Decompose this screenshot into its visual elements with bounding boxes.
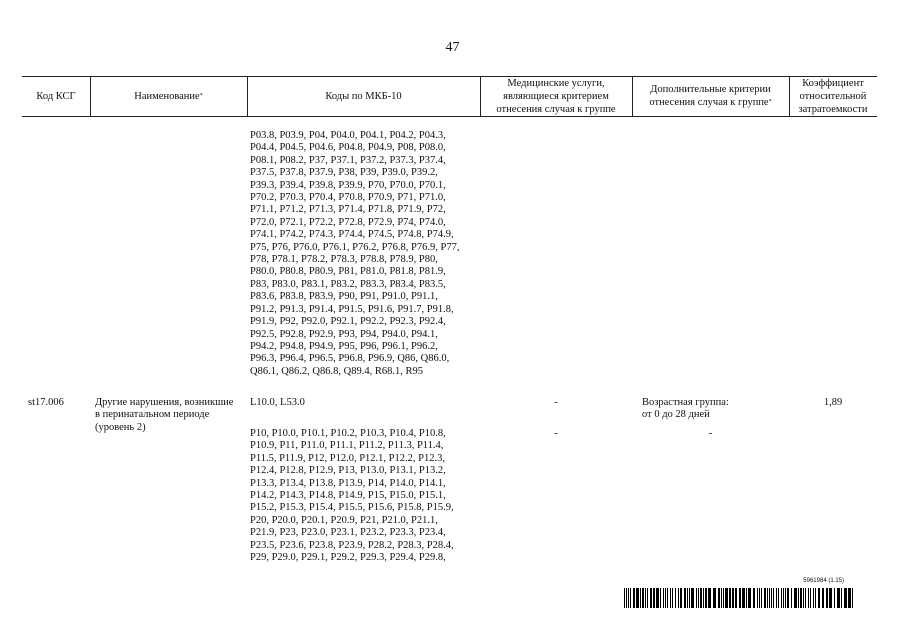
- barcode-bar: [650, 588, 652, 608]
- barcode-bar: [691, 588, 694, 608]
- barcode-bar: [636, 588, 639, 608]
- ksg-name: Другие нарушения, возникшие в перинатальном периоде (уровень 2): [95, 397, 234, 433]
- footnote-mark: *: [768, 99, 772, 105]
- barcode-bar: [703, 588, 704, 608]
- barcode-bar: [687, 588, 688, 608]
- mkb-codes-block2: P10, P10.0, P10.1, P10.2, P10.3, P10.4, P10.8, P10.9, P11, P11.0, P11.1, P11.2, P11.3, P11.4, P11.5, P11.9, P12, P12.0, P12.1, P12.2, P12.3, P12.4, P12.8, P12.9, P13, P13.0, P13.1, P13.2, P13.3, P13.4, P13.8, P13.9, P14, P14.0, P14.1, P14.2, P14.3, P14.8, P14.9, P15, P15.0, P15.1, P15.2, P15.3, P15.4, P15.5, P15.6, P15.8, P15.9, P20, P20.0, P20.1, P20.9, P21, P21.0, P21.1, P21.9, P23, P23.0, P23.1, P23.2, P23.3, P23.4, P23.5, P23.6, P23.8, P23.9, P28.2, P28.3, P28.4, P29, P29.0, P29.1, P29.2, P29.3, P29.4, P29.8,: [250, 428, 454, 564]
- barcode-bar: [748, 588, 751, 608]
- continued-mkb-codes: P03.8, P03.9, P04, P04.0, P04.1, P04.2, P04.3, P04.4, P04.5, P04.6, P04.8, P04.9, P08, P08.0, P08.1, P08.2, P37, P37.1, P37.2, P37.3, P37.4, P37.5, P37.8, P37.9, P38, P39, P39.0, P39.2, P39.3, P39.4, P39.8, P39.9, P70, P70.0, P70.1, P70.2, P70.3, P70.4, P70.8, P70.9, P71, P71.0, P71.1, P71.2, P71.3, P71.4, P71.8, P71.9, P72, P72.0, P72.1, P72.2, P72.8, P72.9, P74, P74.0, P74.1, P74.2, P74.3, P74.4, P74.5, P74.8, P74.9, P75, P76, P76.0, P76.1, P76.2, P76.8, P76.9, P77, P78, P78.1, P78.2, P78.3, P78.8, P78.9, P80, P80.0, P80.8, P80.9, P81, P81.0, P81.8, P81.9, P83, P83.0, P83.1, P83.2, P83.3, P83.4, P83.5, P83.6, P83.8, P83.9, P90, P91, P91.0, P91.1, P91.2, P91.3, P91.4, P91.5, P91.6, P91.7, P91.8, P91.9, P92, P92.0, P92.1, P92.2, P92.3, P92.4, P92.5, P92.8, P92.9, P93, P94, P94.0, P94.1, P94.2, P94.8, P94.9, P95, P96, P96.1, P96.2, P96.3, P96.4, P96.5, P96.8, P96.9, Q86, Q86.0, Q86.1, Q86.2, Q86.8, Q89.4, R68.1, R95: [250, 130, 460, 377]
- barcode-bar: [787, 588, 789, 608]
- barcode-bar: [798, 588, 799, 608]
- coefficient-value: 1,89: [823, 397, 843, 408]
- barcode-bar: [800, 588, 802, 608]
- header-code: Код КСГ: [36, 90, 76, 102]
- barcode-bar: [729, 588, 731, 608]
- barcode-bar: [834, 588, 835, 608]
- barcode-bar: [680, 588, 682, 608]
- barcode-bar: [647, 588, 648, 608]
- barcode-bar: [656, 588, 659, 608]
- barcode-bar: [732, 588, 734, 608]
- barcode-bar: [670, 588, 671, 608]
- barcode-bar: [705, 588, 707, 608]
- ksg-code: st17.006: [28, 397, 64, 408]
- barcode-bar: [675, 588, 676, 608]
- services-block1: -: [554, 397, 558, 408]
- barcode-bar: [742, 588, 745, 608]
- barcode-bar: [813, 588, 814, 608]
- barcode-bar: [826, 588, 828, 608]
- header-mkb: Коды по МКБ-10: [325, 90, 402, 102]
- barcode-bar: [815, 588, 816, 608]
- barcode-bar: [723, 588, 724, 608]
- barcode-bar: [778, 588, 779, 608]
- barcode-bar: [808, 588, 809, 608]
- barcode-bar: [700, 588, 702, 608]
- barcode-bar: [645, 588, 646, 608]
- barcode-bar: [653, 588, 655, 608]
- barcode-bar: [735, 588, 737, 608]
- barcode-bar: [667, 588, 668, 608]
- barcode-bar: [630, 588, 631, 608]
- barcode-bar: [764, 588, 766, 608]
- barcode-bar: [771, 588, 772, 608]
- barcode-bar: [708, 588, 711, 608]
- header-services: Медицинские услуги, являющиеся критерием отнесения случая к группе: [496, 77, 616, 115]
- footnote-mark: *: [199, 92, 203, 99]
- barcode-bar: [640, 588, 641, 608]
- barcode-bar: [785, 588, 786, 608]
- barcode-bar: [684, 588, 686, 608]
- barcode-bar: [844, 588, 847, 608]
- barcode-bar: [718, 588, 720, 608]
- barcode-bar: [746, 588, 747, 608]
- barcode-bar: [837, 588, 840, 608]
- barcode-bar: [776, 588, 777, 608]
- barcode-bar: [713, 588, 716, 608]
- barcode-bar: [633, 588, 635, 608]
- barcode-bar: [689, 588, 690, 608]
- barcode-bar: [803, 588, 804, 608]
- page-number: 47: [445, 40, 460, 55]
- barcode-bar: [761, 588, 762, 608]
- header-bottom-rule: [22, 116, 877, 117]
- barcode-bar: [841, 588, 842, 608]
- barcode-bar: [773, 588, 774, 608]
- barcode-bar: [624, 588, 625, 608]
- barcode-bar: [672, 588, 673, 608]
- barcode-image: [624, 588, 854, 608]
- barcode-bar: [678, 588, 679, 608]
- mkb-codes-block1: L10.0, L53.0: [250, 397, 305, 408]
- barcode-bar: [628, 588, 629, 608]
- services-block2: -: [554, 428, 558, 439]
- barcode-bar: [767, 588, 768, 608]
- header-criteria: Дополнительные критерии отнесения случая к группе*: [649, 84, 772, 108]
- header-coefficient: Коэффициент относительной затратоемкости: [798, 77, 868, 115]
- barcode-bar: [794, 588, 797, 608]
- barcode-bar: [757, 588, 758, 608]
- criteria-block2: -: [708, 428, 713, 439]
- barcode-bar: [739, 588, 741, 608]
- barcode-bar: [626, 588, 627, 608]
- barcode-bar: [829, 588, 832, 608]
- barcode-bar: [759, 588, 760, 608]
- barcode-bar: [810, 588, 811, 608]
- barcode-label: 5961984 (1.15): [803, 578, 844, 584]
- barcode-bar: [781, 588, 782, 608]
- barcode-bar: [753, 588, 755, 608]
- header-name: Наименование*: [134, 90, 203, 102]
- barcode-bar: [721, 588, 722, 608]
- barcode-bar: [805, 588, 806, 608]
- barcode-bar: [769, 588, 770, 608]
- barcode-bar: [783, 588, 784, 608]
- barcode-bar: [725, 588, 728, 608]
- barcode-bar: [698, 588, 699, 608]
- barcode-bar: [665, 588, 666, 608]
- barcode-bar: [660, 588, 661, 608]
- barcode-bar: [848, 588, 851, 608]
- barcode-bar: [822, 588, 824, 608]
- barcode-bar: [852, 588, 853, 608]
- barcode-bar: [791, 588, 792, 608]
- barcode-bar: [696, 588, 697, 608]
- barcode-bar: [642, 588, 644, 608]
- barcode-bar: [663, 588, 664, 608]
- barcode-bar: [818, 588, 820, 608]
- criteria-block1: Возрастная группа: от 0 до 28 дней: [642, 397, 729, 421]
